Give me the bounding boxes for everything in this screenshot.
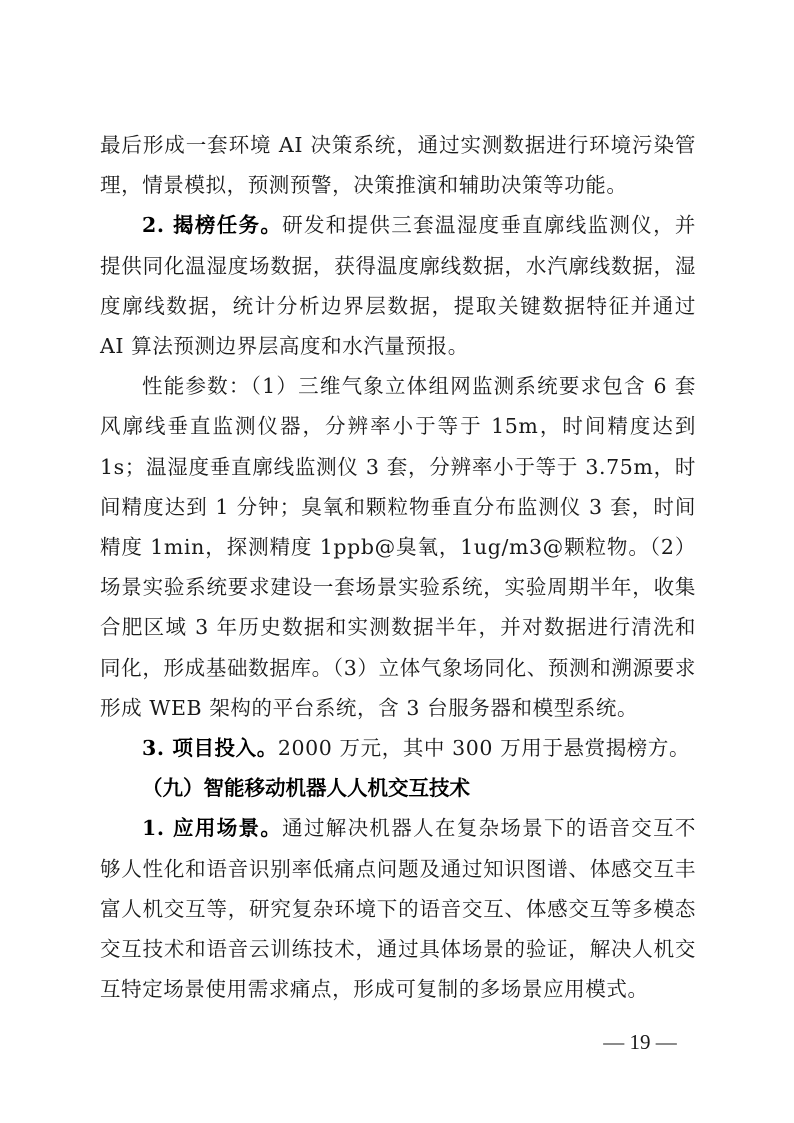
paragraph-continuation <box>100 125 696 205</box>
paragraph-lead-application: 1. 应用场景。 <box>142 816 283 841</box>
paragraph-task <box>100 205 696 366</box>
paragraph-text: 最后形成一套环境 AI 决策系统，通过实测数据进行环境污染管理，情景模拟，预测预警，决策推演和辅助决策等功能。 <box>100 133 696 198</box>
paragraph-application <box>100 808 696 1009</box>
paragraph-text: 2000 万元，其中 300 万用于悬赏揭榜方。 <box>277 736 691 761</box>
paragraph-lead-task: 2. 揭榜任务。 <box>142 213 283 238</box>
paragraph-lead-investment: 3. 项目投入。 <box>142 736 278 761</box>
paragraph-text: 通过解决机器人在复杂场景下的语音交互不够人性化和语音识别率低痛点问题及通过知识图谱、体感交互丰富人机交互等，研究复杂环境下的语音交互、体感交互等多模态交互技术和语音云训练技术，通过具体场景的验证，解决人机交互特定场景使用需求痛点，形成可复制的多场景应用模式。 <box>100 816 696 1002</box>
paragraph-investment <box>100 728 696 768</box>
section-heading: （九）智能移动机器人人机交互技术 <box>142 776 470 801</box>
document-body <box>100 125 696 1009</box>
page-number: — 19 — <box>603 1030 677 1054</box>
paragraph-text: 研发和提供三套温湿度垂直廓线监测仪，并提供同化温湿度场数据，获得温度廓线数据，水汽廓线数据，湿度廓线数据，统计分析边界层数据，提取关键数据特征并通过 AI 算法预测边界层高度和水汽量预报。 <box>100 213 696 359</box>
paragraph-performance <box>100 366 696 728</box>
paragraph-text: 性能参数：（1）三维气象立体组网监测系统要求包含 6 套风廓线垂直监测仪器，分辨率小于等于 15m，时间精度达到 1s；温湿度垂直廓线监测仪 3 套，分辨率小于等于 3.75m，时间精度达到 1 分钟；臭氧和颗粒物垂直分布监测仪 3 套，时间精度 1min，探测精度 1ppb@臭氧，1ug/m3@颗粒物。（2）场景实验系统要求建设一套场景实验系统，实验周期半年，收集合肥区域 3 年历史数据和实测数据半年，并对数据进行清洗和同化，形成基础数据库。（3）立体气象场同化、预测和溯源要求形成 WEB 架构的平台系统，含 3 台服务器和模型系统。 <box>100 374 696 720</box>
